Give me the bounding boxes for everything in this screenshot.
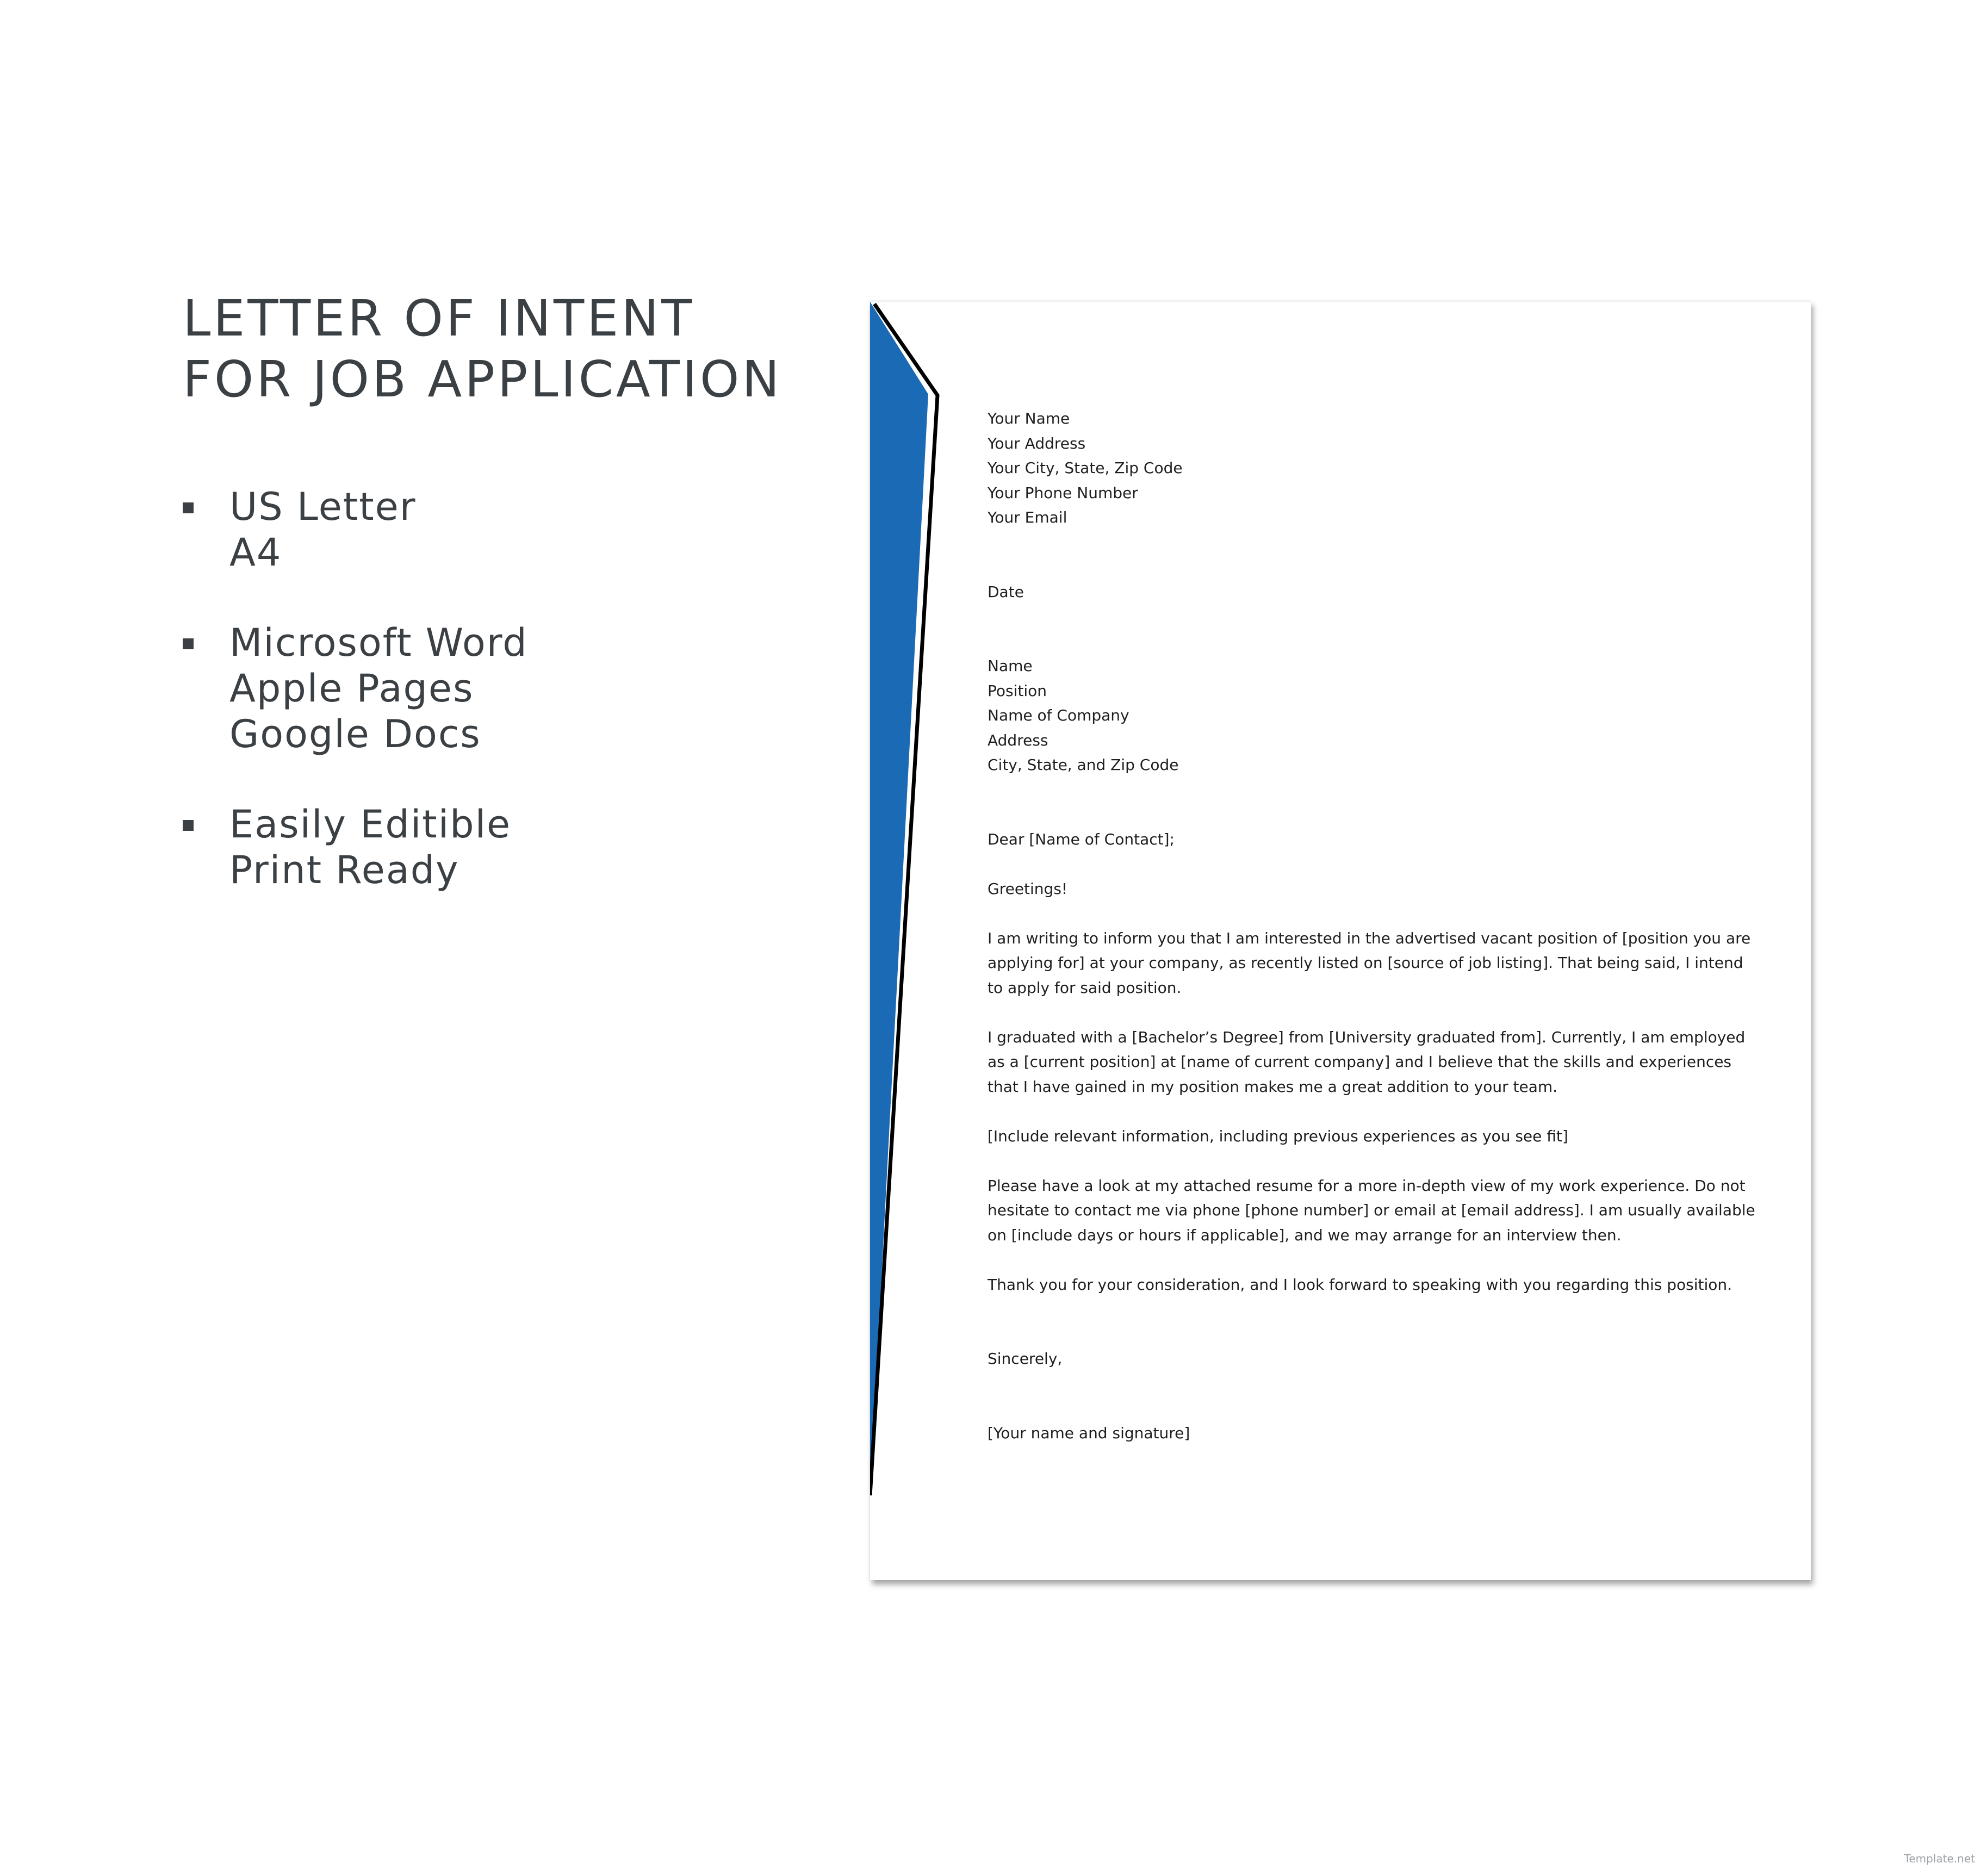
signature-placeholder: [Your name and signature]: [988, 1424, 1190, 1442]
salutation: Dear [Name of Contact];: [988, 830, 1175, 848]
square-bullet-icon: [183, 502, 194, 513]
body-line: [Include relevant information, including previous experiences as you see fit]: [988, 1127, 1568, 1145]
body-paragraph: [988, 1124, 1754, 1149]
page-title: [183, 288, 782, 410]
sender-line: Your Email: [988, 508, 1067, 526]
feature-item: Print Ready: [229, 848, 460, 892]
feature-item: Apple Pages: [229, 666, 474, 711]
title-line-2: FOR JOB APPLICATION: [183, 350, 783, 408]
body-line: to apply for said position.: [988, 978, 1182, 997]
feature-item: US Letter: [229, 484, 417, 529]
feature-group-page-sizes: [183, 484, 528, 575]
sender-line: Your Address: [988, 434, 1086, 452]
sender-line: Your Name: [988, 409, 1070, 427]
recipient-line: Name: [988, 657, 1033, 675]
greeting: Greetings!: [988, 879, 1068, 898]
square-bullet-icon: [183, 638, 194, 649]
recipient-line: Position: [988, 681, 1047, 700]
body-line: Please have a look at my attached resume for a more in-depth view of my work experience. Do not: [988, 1176, 1746, 1195]
sender-line: Your Phone Number: [988, 483, 1138, 502]
feature-group-file-formats: [183, 620, 528, 757]
recipient-line: Address: [988, 731, 1048, 749]
body-paragraph: [988, 1272, 1754, 1297]
body-paragraph: [988, 1025, 1754, 1099]
blue-accent-stripe: [870, 302, 946, 1498]
feature-item: Microsoft Word: [229, 620, 528, 665]
square-bullet-icon: [183, 820, 194, 831]
body-line: on [include days or hours if applicable], and we may arrange for an interview then.: [988, 1226, 1622, 1244]
sender-line: Your City, State, Zip Code: [988, 459, 1183, 477]
body-line: as a [current position] at [name of current company] and I believe that the skills and experiences: [988, 1053, 1732, 1071]
feature-group-qualities: [183, 802, 528, 893]
feature-list: [183, 484, 528, 937]
letter-body: [988, 406, 1754, 1445]
body-line: that I have gained in my position makes me a great addition to your team.: [988, 1077, 1558, 1096]
recipient-line: Name of Company: [988, 706, 1129, 724]
body-paragraph: [988, 1173, 1754, 1248]
body-line: hesitate to contact me via phone [phone number] or email at [email address]. I am usually available: [988, 1201, 1755, 1219]
feature-item: A4: [229, 530, 282, 575]
sender-block: [988, 406, 1754, 530]
feature-item: Easily Editible: [229, 802, 512, 847]
body-line: Thank you for your consideration, and I look forward to speaking with you regarding this position.: [988, 1275, 1733, 1294]
recipient-block: [988, 654, 1754, 778]
watermark: Template.net: [1904, 1852, 1975, 1865]
feature-item: Google Docs: [229, 712, 481, 756]
body-line: applying for] at your company, as recently listed on [source of job listing]. That being said, I intend: [988, 954, 1743, 972]
letter-date: Date: [988, 582, 1024, 601]
body-line: I am writing to inform you that I am interested in the advertised vacant position of [position you are: [988, 929, 1751, 947]
recipient-line: City, State, and Zip Code: [988, 756, 1179, 774]
title-line-1: LETTER OF INTENT: [183, 289, 695, 347]
body-paragraph: [988, 926, 1754, 1001]
letter-preview-page: [870, 301, 1811, 1580]
closing: Sincerely,: [988, 1350, 1063, 1368]
body-line: I graduated with a [Bachelor’s Degree] from [University graduated from]. Currently, I am employed: [988, 1028, 1746, 1046]
